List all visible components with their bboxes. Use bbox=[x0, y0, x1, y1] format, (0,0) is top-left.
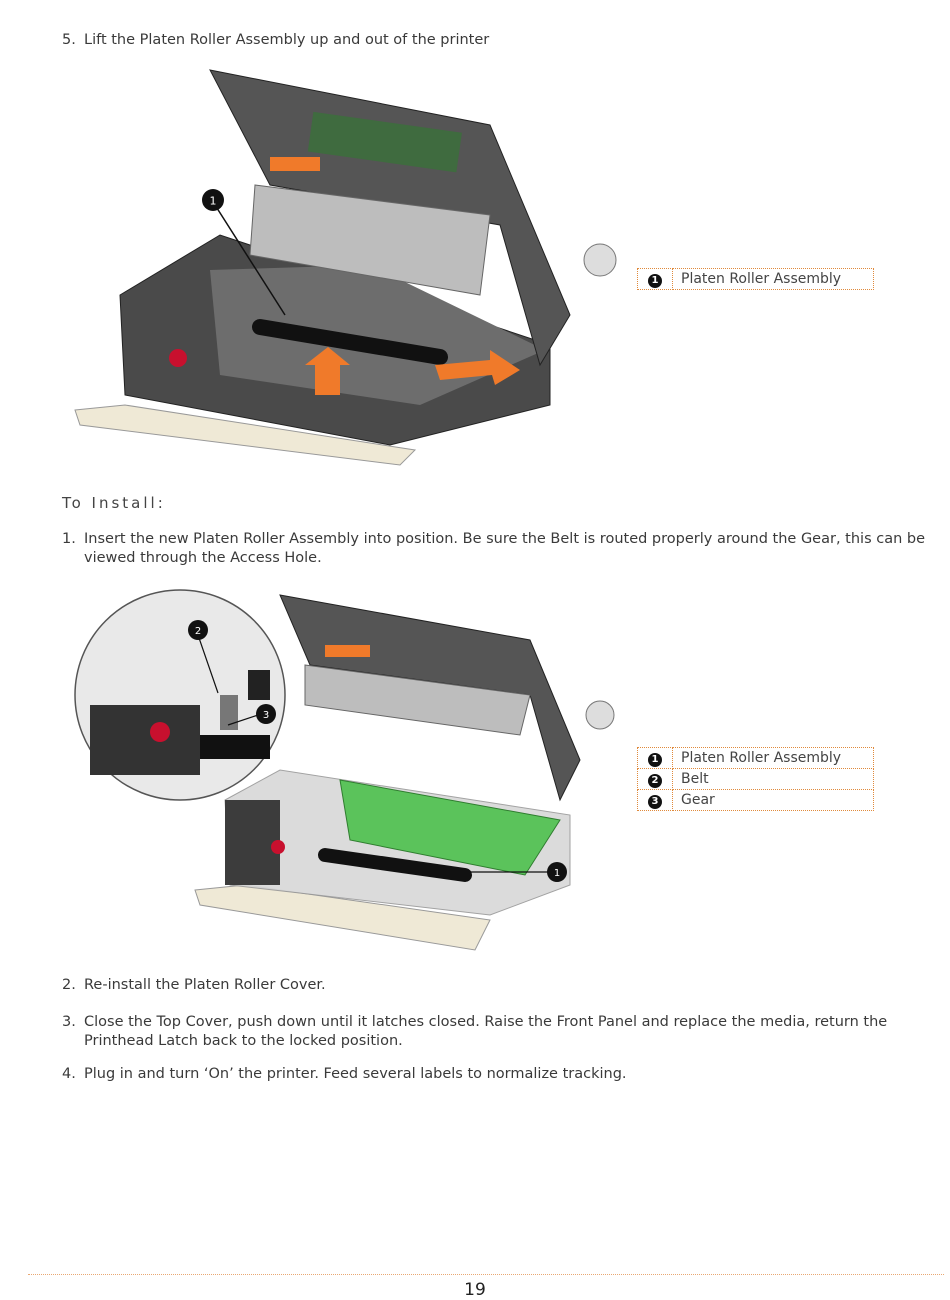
figure-1-printer-illustration bbox=[70, 65, 620, 475]
legend-row bbox=[638, 790, 874, 811]
legend-row bbox=[638, 769, 874, 790]
legend-number-badge: 3 bbox=[648, 795, 662, 809]
install-step-3 bbox=[62, 1013, 938, 1051]
cover-knob bbox=[584, 244, 616, 276]
step-number: 3. bbox=[62, 1014, 76, 1030]
callout-marker-1-label: 1 bbox=[553, 868, 561, 879]
step-5 bbox=[62, 31, 938, 50]
step-text: Plug in and turn ‘On’ the printer. Feed several labels to normalize tracking. bbox=[84, 1066, 627, 1082]
connector bbox=[325, 645, 370, 657]
install-step-4 bbox=[62, 1065, 938, 1084]
install-step-1 bbox=[62, 530, 938, 568]
legend-number-badge: 1 bbox=[648, 753, 662, 767]
callout-marker-1-label: 1 bbox=[209, 194, 217, 208]
step-text: Re-install the Platen Roller Cover. bbox=[84, 977, 326, 993]
cover-knob bbox=[586, 701, 614, 729]
side-panel bbox=[225, 800, 280, 885]
legend-label: Gear bbox=[673, 790, 874, 811]
legend-label: Platen Roller Assembly bbox=[673, 748, 874, 769]
install-heading: To Install: bbox=[62, 494, 166, 512]
legend-number-badge: 1 bbox=[648, 274, 662, 288]
legend-label: Belt bbox=[673, 769, 874, 790]
footer-divider bbox=[28, 1274, 944, 1275]
step-text: Close the Top Cover, push down until it latches closed. Raise the Front Panel and replace the media, return the Printhead Latch back to the locked position. bbox=[84, 1014, 888, 1049]
callout-marker-3-label: 3 bbox=[262, 710, 270, 721]
connector bbox=[270, 157, 320, 171]
step-text: Insert the new Platen Roller Assembly into position. Be sure the Belt is routed properly around the Gear, this can be viewed through the Access Hole. bbox=[84, 531, 926, 566]
inset-belt bbox=[248, 670, 270, 700]
step-number: 1. bbox=[62, 531, 76, 547]
figure-2-legend bbox=[637, 747, 874, 811]
figure-1-legend bbox=[637, 268, 874, 290]
inset-side-panel bbox=[90, 705, 200, 775]
page-number: 19 bbox=[464, 1280, 486, 1300]
inset-red-button bbox=[150, 722, 170, 742]
legend-number-badge: 2 bbox=[648, 774, 662, 788]
callout-marker-2-label: 2 bbox=[194, 626, 202, 637]
step-number: 2. bbox=[62, 977, 76, 993]
figure-2-printer-illustration bbox=[70, 585, 620, 960]
install-step-2 bbox=[62, 976, 938, 995]
step-text: Lift the Platen Roller Assembly up and out of the printer bbox=[84, 32, 490, 48]
step-number: 5. bbox=[62, 32, 76, 48]
legend-row bbox=[638, 748, 874, 769]
legend-label: Platen Roller Assembly bbox=[673, 269, 874, 290]
legend-row bbox=[638, 269, 874, 290]
inset-roller bbox=[200, 735, 270, 759]
red-button bbox=[271, 840, 285, 854]
step-number: 4. bbox=[62, 1066, 76, 1082]
red-button bbox=[169, 349, 187, 367]
